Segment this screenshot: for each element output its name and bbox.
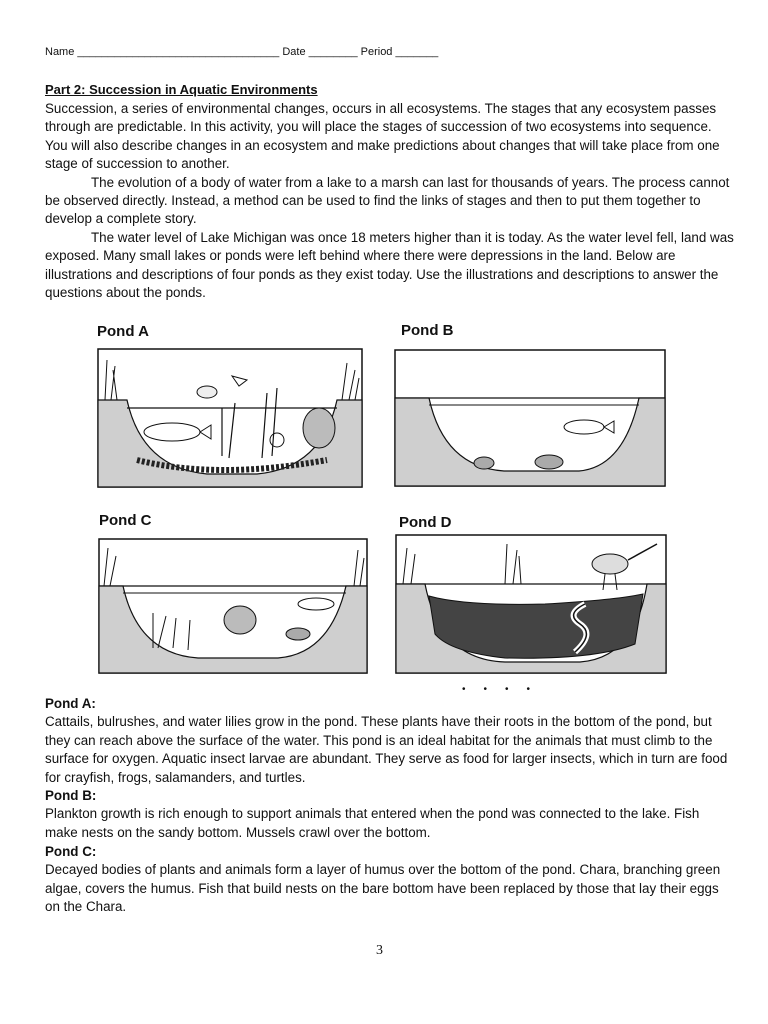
intro-paragraph-1: Succession, a series of environmental changes, occurs in all ecosystems. The stages that any ecosystem passes through are predictable. In this activity, you will place the stages of succession of two ecosystems into sequence. You will also describe changes in an ecosystem and make predictions about changes that will take place from one stage of succession to another. [45,101,720,172]
pond-d-label: Pond D [399,514,452,531]
dots-decoration: •••• [462,684,549,695]
pond-d-illustration [395,534,667,674]
intro-paragraph-3: The water level of Lake Michigan was once 18 meters higher than it is today. As the water level fell, land was exposed. Many small lakes or ponds were left behind where there were depressions in the land. Below are illustrations and descriptions of four ponds as they exist today. Use the illustrations and descriptions to answer the questions about the ponds. [45,229,734,301]
pond-a-description [45,695,735,787]
pond-b-illustration [394,349,666,487]
pond-a-label: Pond A [97,323,149,340]
pond-c-illustration [98,538,368,674]
pond-b-heading: Pond B: [45,788,97,803]
pond-c-label: Pond C [99,512,152,529]
pond-a-illustration [97,348,363,488]
intro-text [45,100,735,302]
pond-b-text: Plankton growth is rich enough to support animals that entered when the pond was connected to the lake. Fish make nests on the sandy bottom. Mussels crawl over the bottom. [45,806,700,840]
name-date-period-line: Name _________________________________ Date ________ Period _______ [45,46,439,58]
pond-b-description [45,787,735,842]
page-number: 3 [376,943,383,958]
pond-c-description [45,843,735,917]
pond-b-label: Pond B [401,322,454,339]
pond-c-text: Decayed bodies of plants and animals form a layer of humus over the bottom of the pond. Chara, branching green algae, covers the humus. Fish that build nests on the bare bottom have been replaced by those that lay their eggs on the Chara. [45,862,721,915]
pond-c-heading: Pond C: [45,844,97,859]
pond-a-text: Cattails, bulrushes, and water lilies grow in the pond. These plants have their roots in the bottom of the pond, but they can reach above the surface of the water. This pond is an ideal habitat for the animals that must climb to the surface for oxygen. Aquatic insect larvae are abundant. They serve as food for larger insects, which in turn are food for crayfish, frogs, salamanders, and turtles. [45,714,728,785]
intro-paragraph-2: The evolution of a body of water from a lake to a marsh can last for thousands of years. The process cannot be observed directly. Instead, a method can be used to find the links of stages and then to put them together to develop a complete story. [45,174,730,227]
pond-a-heading: Pond A: [45,696,96,711]
section-title: Part 2: Succession in Aquatic Environments [45,82,318,97]
